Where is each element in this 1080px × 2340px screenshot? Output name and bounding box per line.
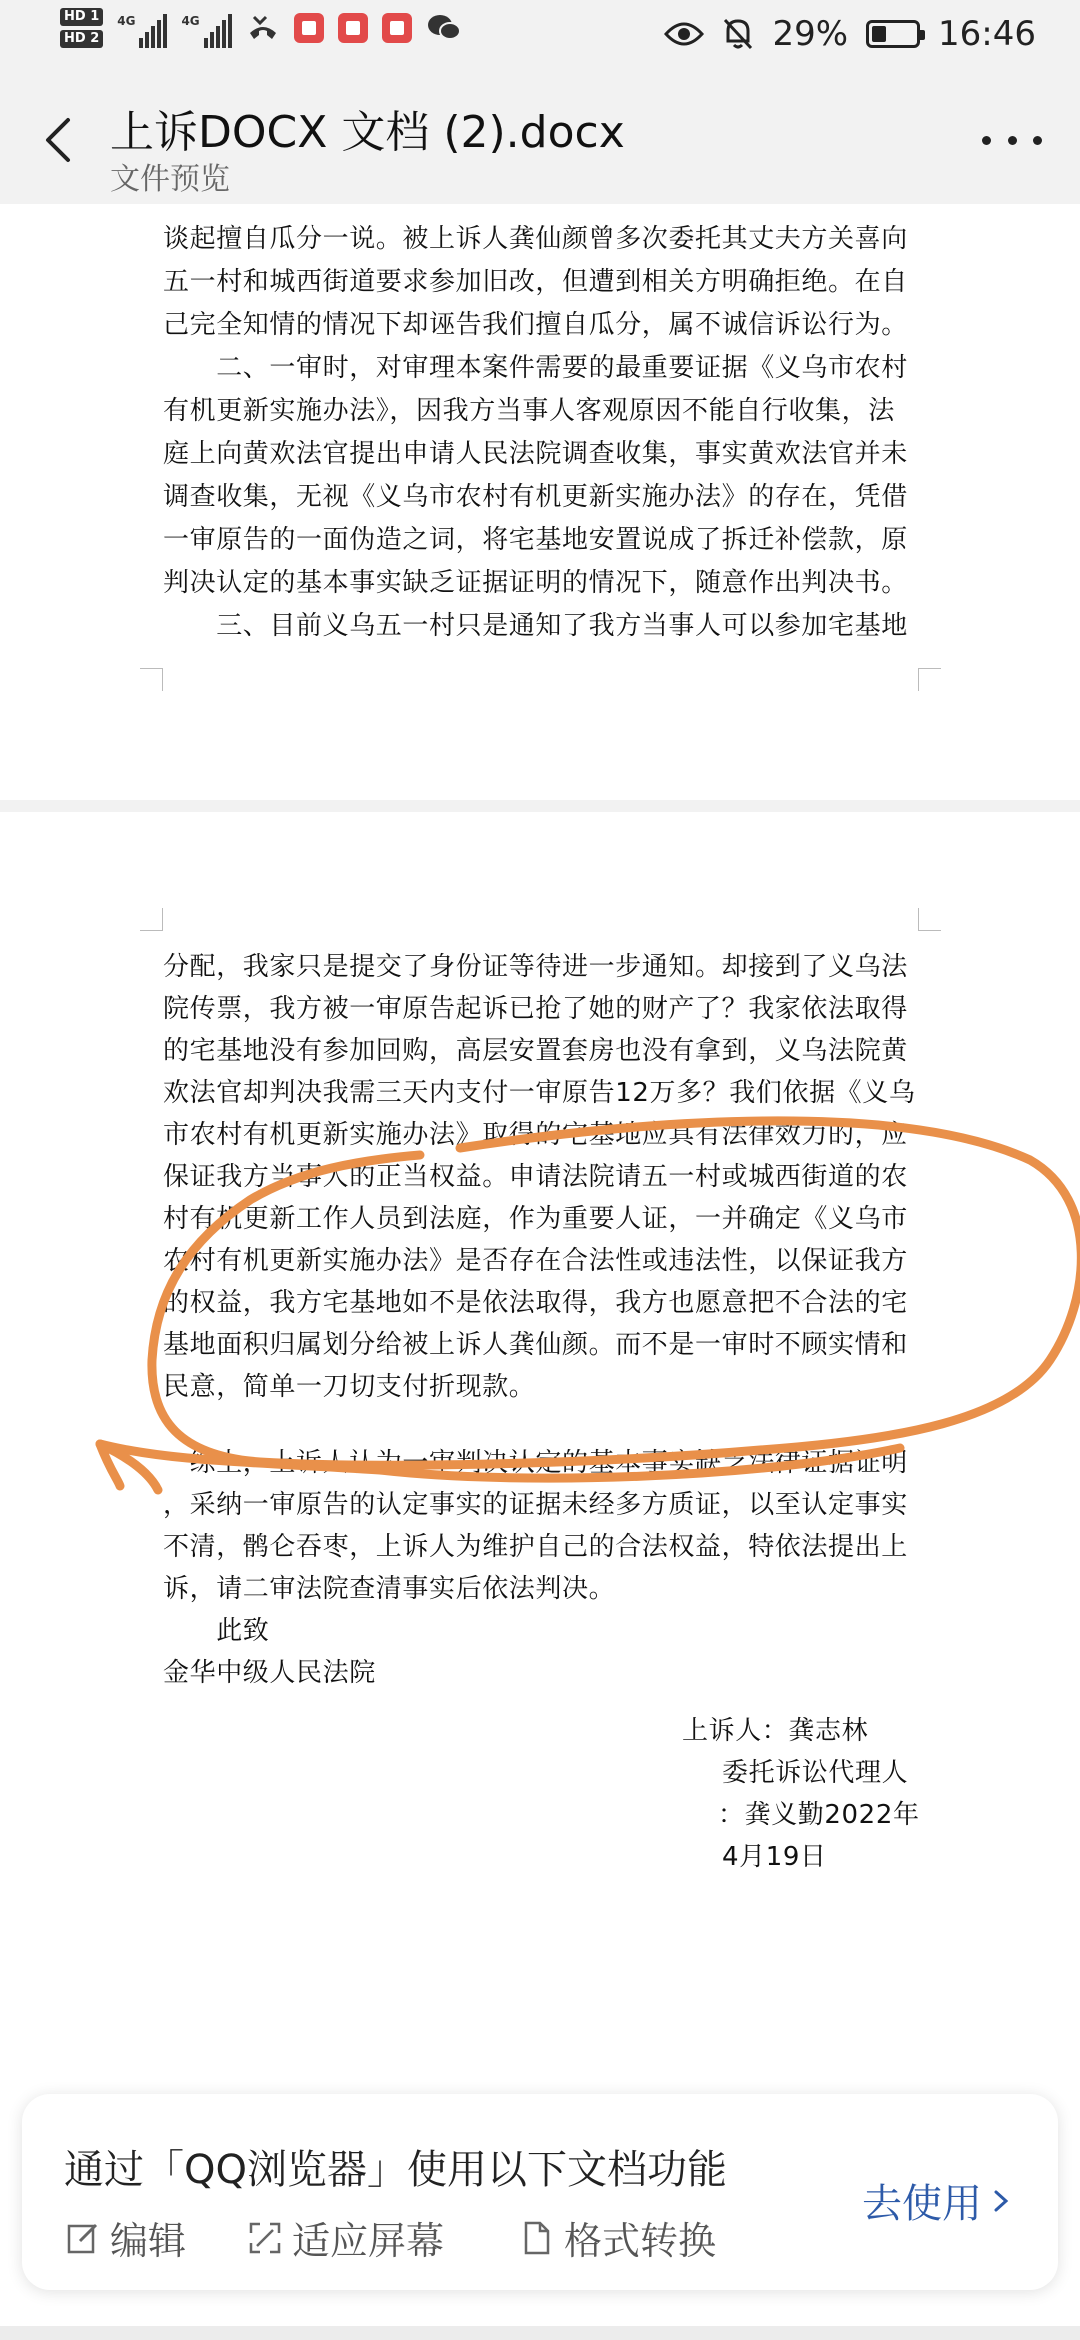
margin-corner-mark xyxy=(918,668,941,691)
mute-bell-icon xyxy=(722,17,754,51)
page1-line-9: 判决认定的基本事实缺乏证据证明的情况下，随意作出判决书。 xyxy=(163,568,908,598)
go-use-label: 去使用 xyxy=(862,2181,982,2227)
expand-icon xyxy=(248,2221,282,2255)
page1-line-6: 庭上向黄欢法官提出申请人民法院调查收集，事实黄欢法官并未 xyxy=(163,439,908,469)
app-notification-icon xyxy=(338,13,368,43)
wechat-icon xyxy=(426,13,462,43)
edit-feature[interactable] xyxy=(66,2210,186,2265)
hd1-badge: HD 1 xyxy=(60,8,103,26)
page1-line-2: 五一村和城西街道要求参加旧改，但遭到相关方明确拒绝。在自 xyxy=(163,267,908,297)
qq-browser-promo-card xyxy=(22,2094,1058,2290)
page2-line-6: 保证我方当事人的正当权益。申请法院请五一村或城西街道的农 xyxy=(163,1162,908,1192)
promo-title: 通过「QQ浏览器」使用以下文档功能 xyxy=(64,2147,727,2193)
status-bar xyxy=(0,0,1080,76)
page2-line-11: 民意，简单一刀切支付折现款。 xyxy=(163,1372,536,1402)
conclusion-line-3: 不清，鹘仑吞枣，上诉人为维护自己的合法权益，特依法提出上 xyxy=(163,1532,908,1562)
signal-icon xyxy=(117,8,167,48)
hd2-badge: HD 2 xyxy=(60,30,103,48)
document-subtitle: 文件预览 xyxy=(110,162,230,197)
page1-line-1: 谈起擅自瓜分一说。被上诉人龚仙颜曾多次委托其丈夫方关喜向 xyxy=(163,224,908,254)
battery-icon xyxy=(866,20,920,48)
more-options-icon[interactable] xyxy=(982,126,1042,154)
page1-line-5: 有机更新实施办法》，因我方当事人客观原因不能自行收集，法 xyxy=(163,396,895,426)
edit-icon xyxy=(66,2221,100,2255)
gesture-bar xyxy=(0,2326,1080,2340)
page1-line-8: 一审原告的一面伪造之词，将宅基地安置说成了拆迁补偿款，原 xyxy=(163,525,908,555)
clock: 16:46 xyxy=(938,14,1036,54)
page1-line-4: 二、一审时，对审理本案件需要的最重要证据《义乌市农村 xyxy=(163,353,908,383)
chevron-right-icon xyxy=(990,2186,1012,2216)
back-arrow-icon[interactable] xyxy=(30,110,90,170)
page2-line-8: 农村有机更新实施办法》是否存在合法性或违法性，以保证我方 xyxy=(163,1246,908,1276)
signal-icon-2 xyxy=(181,8,231,48)
page2-line-1: 分配，我家只是提交了身份证等待进一步通知。却接到了义乌法 xyxy=(163,952,908,982)
signature-appellant: 上诉人：龚志林 xyxy=(682,1716,869,1746)
app-notification-icon xyxy=(382,13,412,43)
signature-agent-label: 委托诉讼代理人 xyxy=(722,1758,909,1788)
fit-screen-feature[interactable] xyxy=(248,2210,444,2265)
fit-screen-label: 适应屏幕 xyxy=(292,2219,445,2263)
format-convert-label: 格式转换 xyxy=(564,2219,717,2263)
page2-line-2: 院传票，我方被一审原告起诉已抢了她的财产了？我家依法取得 xyxy=(163,994,908,1024)
eye-icon xyxy=(664,20,704,48)
page2-line-7: 村有机更新工作人员到法庭，作为重要人证，一并确定《义乌市 xyxy=(163,1204,908,1234)
page1-line-3: 己完全知情的情况下却诬告我们擅自瓜分，属不诚信诉讼行为。 xyxy=(163,310,908,340)
signature-agent-name: ：龚义勤2022年 xyxy=(718,1800,920,1830)
margin-corner-mark xyxy=(918,908,941,931)
app-header xyxy=(0,76,1080,204)
page2-line-4: 欢法官却判决我需三天内支付一审原告12万多？我们依据《义乌 xyxy=(163,1078,916,1108)
go-use-button[interactable] xyxy=(862,2172,1012,2229)
missed-call-icon xyxy=(246,13,280,43)
conclusion-line-1: 综上，上诉人认为一审判决认定的基本事实缺乏法律证据证明 xyxy=(163,1448,908,1478)
edit-feature-label: 编辑 xyxy=(110,2219,187,2263)
document-page-1 xyxy=(0,204,1080,800)
page1-line-10: 三、目前义乌五一村只是通知了我方当事人可以参加宅基地 xyxy=(163,611,908,641)
salutation-line: 此致 xyxy=(163,1616,270,1646)
app-notification-icon xyxy=(294,13,324,43)
hd-indicator xyxy=(60,8,103,48)
document-icon xyxy=(520,2221,554,2255)
page2-line-10: 基地面积归属划分给被上诉人龚仙颜。而不是一审时不顾实情和 xyxy=(163,1330,908,1360)
margin-corner-mark xyxy=(140,908,163,931)
battery-percent: 29% xyxy=(772,14,849,54)
document-title: 上诉DOCX 文档 (2).docx xyxy=(110,107,625,158)
format-convert-feature[interactable] xyxy=(520,2210,716,2265)
conclusion-line-2: ，采纳一审原告的认定事实的证据未经多方质证，以至认定事实 xyxy=(163,1490,908,1520)
page1-line-7: 调查收集，无视《义乌市农村有机更新实施办法》的存在，凭借 xyxy=(163,482,908,512)
margin-corner-mark xyxy=(140,668,163,691)
signature-date: 4月19日 xyxy=(722,1842,827,1872)
network-type-label: 4G xyxy=(117,14,136,28)
network-type-label-2: 4G xyxy=(181,14,200,28)
page2-line-5: 市农村有机更新实施办法》取得的宅基地应具有法律效力的，应 xyxy=(163,1120,908,1150)
page2-line-3: 的宅基地没有参加回购，高层安置套房也没有拿到，义乌法院黄 xyxy=(163,1036,908,1066)
conclusion-line-4: 诉，请二审法院查清事实后依法判决。 xyxy=(163,1574,616,1604)
page2-line-9: 的权益，我方宅基地如不是依法取得，我方也愿意把不合法的宅 xyxy=(163,1288,908,1318)
court-name-line: 金华中级人民法院 xyxy=(163,1658,376,1688)
